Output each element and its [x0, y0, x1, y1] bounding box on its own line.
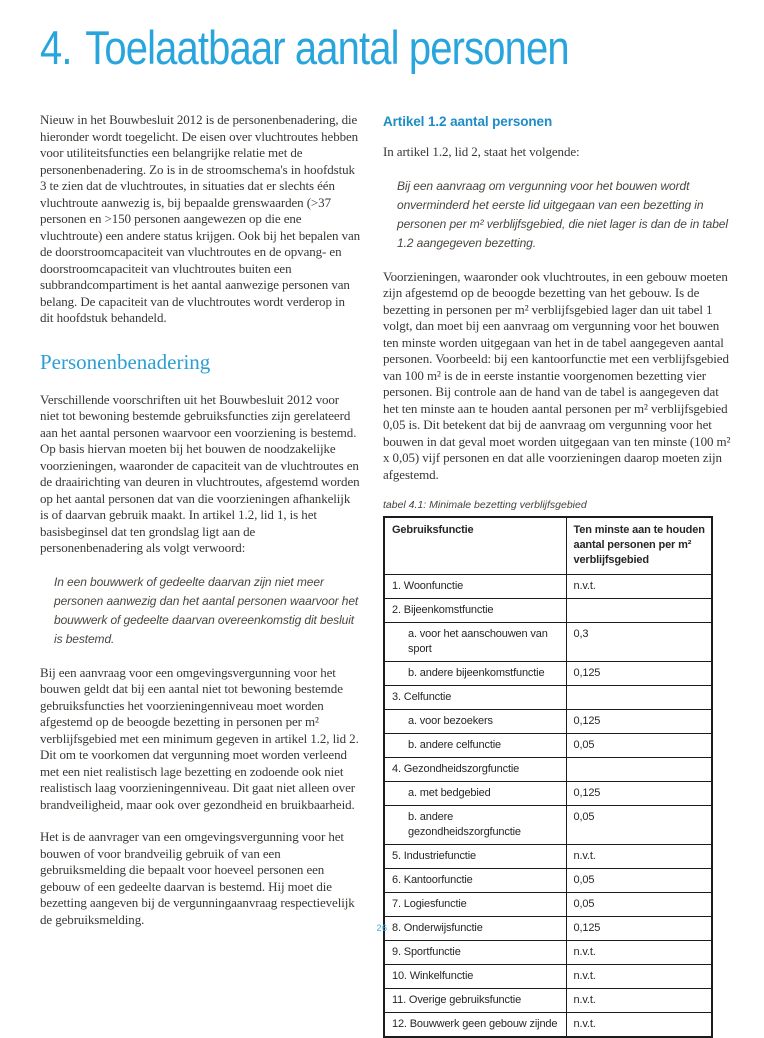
waarde-cell [566, 686, 712, 710]
gebruiksfunctie-cell: 12. Bouwwerk geen gebouw zijnde [384, 1013, 566, 1038]
table-header-gebruiksfunctie: Gebruiksfunctie [384, 517, 566, 575]
waarde-cell: 0,125 [566, 710, 712, 734]
table-row [384, 710, 712, 734]
waarde-cell [566, 758, 712, 782]
gebruiksfunctie-cell: a. voor het aanschouwen van sport [384, 623, 566, 662]
table-row [384, 686, 712, 710]
right-column [383, 112, 736, 1038]
paragraph-aanvrager: Het is de aanvrager van een omgevingsvergunning voor het bouwen of voor brandveilig gebruik of van een gebruiksmelding die bepaalt voor hoeveel personen een gebouw of een gedeelte daarvan is bestemd. Hij moet die bezetting aangeven bij de vergunningaanvraag respectievelijk de gebruiksmelding. [40, 829, 355, 927]
table-row [384, 662, 712, 686]
gebruiksfunctie-cell: 11. Overige gebruiksfunctie [384, 989, 566, 1013]
waarde-cell: n.v.t. [566, 965, 712, 989]
paragraph-voorschriften: Verschillende voorschriften uit het Bouwbesluit 2012 voor niet tot bewoning bestemde gebruiksfuncties zijn gerelateerd aan het aantal personen waarvoor een voorziening is bestemd. Op basis hiervan moeten bij het bouwen de noodzakelijke voorzieningen, waaronder de capaciteit van de vluchtroutes en de draairichting van deuren in vluchtroutes, afgestemd worden op het aantal personen dat van die voorzieningen afhankelijk is of daarvan gebruik maakt. In artikel 1.2, lid 1, is het basisbeginsel dat ten grondslag ligt aan de personenbenadering als volgt verwoord: [40, 391, 360, 555]
waarde-cell: 0,05 [566, 734, 712, 758]
table-row [384, 1013, 712, 1038]
gebruiksfunctie-cell: 7. Logiesfunctie [384, 893, 566, 917]
table-row [384, 599, 712, 623]
waarde-cell: n.v.t. [566, 575, 712, 599]
waarde-cell: n.v.t. [566, 989, 712, 1013]
left-column [40, 112, 361, 944]
gebruiksfunctie-cell: 5. Industriefunctie [384, 845, 566, 869]
waarde-cell: n.v.t. [566, 941, 712, 965]
waarde-cell: 0,3 [566, 623, 712, 662]
waarde-cell: 0,05 [566, 893, 712, 917]
waarde-cell: n.v.t. [566, 1013, 712, 1038]
block-quote-artikel-1-2-lid-2: Bij een aanvraag om vergunning voor het bouwen wordt onverminderd het eerste lid uitgegaan van een bezetting in personen per m² verblijfsgebied, die niet lager is dan de in tabel 1.2 aangegeven bezetting. [397, 178, 728, 250]
paragraph-artikel-intro: In artikel 1.2, lid 2, staat het volgende: [383, 144, 580, 159]
block-quote-artikel-1-2-lid-1: In een bouwwerk of gedeelte daarvan zijn niet meer personen aanwezig dan het aantal personen waarvoor het bouwwerk of gedeelte daarvan overeenkomstig dit besluit is bestemd. [54, 574, 359, 646]
gebruiksfunctie-cell: 6. Kantoorfunctie [384, 869, 566, 893]
table-body [384, 575, 712, 1038]
table-row [384, 782, 712, 806]
table-row [384, 989, 712, 1013]
gebruiksfunctie-cell: 1. Woonfunctie [384, 575, 566, 599]
waarde-cell: 0,125 [566, 782, 712, 806]
table-row [384, 941, 712, 965]
gebruiksfunctie-cell: 9. Sportfunctie [384, 941, 566, 965]
table-row [384, 869, 712, 893]
table-row [384, 845, 712, 869]
table-row [384, 575, 712, 599]
table-row [384, 758, 712, 782]
gebruiksfunctie-cell: b. andere bijeenkomstfunctie [384, 662, 566, 686]
gebruiksfunctie-cell: 4. Gezondheidszorgfunctie [384, 758, 566, 782]
page-number: 26 [376, 923, 388, 933]
section-heading-personenbenadering: Personenbenadering [40, 349, 211, 374]
table-header-aantal-personen: Ten minste aan te houden aantal personen per m² verblijfsgebied [566, 517, 712, 575]
chapter-title-text: Toelaatbaar aantal personen [85, 21, 569, 74]
paragraph-voorzieningen: Voorzieningen, waaronder ook vluchtroutes, in een gebouw moeten zijn afgestemd op de beoogde bezetting van het gebouw. Is de bezetting in personen per m² verblijfsgebied lager dan uit tabel 1 volgt, dan moet bij een aanvraag om vergunning voor het bouwen ten minste worden uitgegaan van het in de tabel aangegeven aantal personen. Voorbeeld: bij een kantoorfunctie met een verblijfsgebied van 100 m² is de in eerste instantie voorgenomen bezetting vier personen. Bij controle aan de hand van de tabel is aangegeven dat het ten minste aan te houden aantal personen per m² verblijfsgebied 0,05 is. Dit betekent dat bij de aanvraag om vergunning voor het bouwen in dat geval moet worden uitgegaan van ten minste (100 m² x 0,05) vijf personen en dat alle voorzieningen daarop moeten zijn afgestemd. [383, 268, 731, 482]
waarde-cell [566, 599, 712, 623]
chapter-number: 4. [40, 21, 72, 74]
waarde-cell: 0,05 [566, 869, 712, 893]
chapter-title [40, 22, 569, 74]
gebruiksfunctie-cell: 3. Celfunctie [384, 686, 566, 710]
table-row [384, 893, 712, 917]
article-heading: Artikel 1.2 aantal personen [383, 114, 553, 129]
waarde-cell: 0,125 [566, 662, 712, 686]
gebruiksfunctie-cell: a. met bedgebied [384, 782, 566, 806]
waarde-cell: 0,05 [566, 806, 712, 845]
gebruiksfunctie-cell: b. andere celfunctie [384, 734, 566, 758]
gebruiksfunctie-cell: b. andere gezondheidszorgfunctie [384, 806, 566, 845]
paragraph-intro: Nieuw in het Bouwbesluit 2012 is de personenbenadering, die hieronder wordt toegelicht. De eisen over vluchtroutes hebben voor utiliteitsfuncties een belangrijke relatie met de personenbenadering. Zo is in de stroomschema's in hoofdstuk 3 te zien dat de vluchtroutes, in situaties dat er slechts één vluchtroute aanwezig is, bij bepaalde grenswaarden (>37 personen en >150 personen aangewezen op die ene vluchtroute) een andere status krijgen. Ook bij het bepalen van de doorstroomcapaciteit van vluchtroutes en de opvang- en doorstroomcapaciteit van vluchtroutes buiten een subbrandcompartiment is het aantal aanwezige personen van belang. De capaciteit van de vluchtroutes wordt verderop in dit hoofdstuk behandeld. [40, 112, 361, 325]
table-header-row [384, 517, 712, 575]
bezetting-table [383, 516, 713, 1038]
table-row [384, 734, 712, 758]
gebruiksfunctie-cell: 2. Bijeenkomstfunctie [384, 599, 566, 623]
table-row [384, 965, 712, 989]
waarde-cell: 0,125 [566, 917, 712, 941]
table-caption: tabel 4.1: Minimale bezetting verblijfsgebied [383, 499, 587, 511]
paragraph-aanvraag: Bij een aanvraag voor een omgevingsvergunning voor het bouwen geldt dat bij een aantal niet tot bewoning bestemde gebruiksfuncties het voorzieningenniveau moet worden afgestemd op de beoogde bezetting in personen per m² verblijfsgebied met een minimum gegeven in artikel 1.2, lid 2. Dit om te voorkomen dat vergunning moet worden verleend met een niet realistisch lage bezetting en zodoende ook niet realistisch laag voorzieningenniveau. Dit gaat niet alleen over brandveiligheid, maar ook over gezondheid en bruikbaarheid. [40, 664, 359, 812]
gebruiksfunctie-cell: 10. Winkelfunctie [384, 965, 566, 989]
waarde-cell: n.v.t. [566, 845, 712, 869]
table-row [384, 623, 712, 662]
gebruiksfunctie-cell: a. voor bezoekers [384, 710, 566, 734]
table-row [384, 806, 712, 845]
gebruiksfunctie-cell: 8. Onderwijsfunctie [384, 917, 566, 941]
